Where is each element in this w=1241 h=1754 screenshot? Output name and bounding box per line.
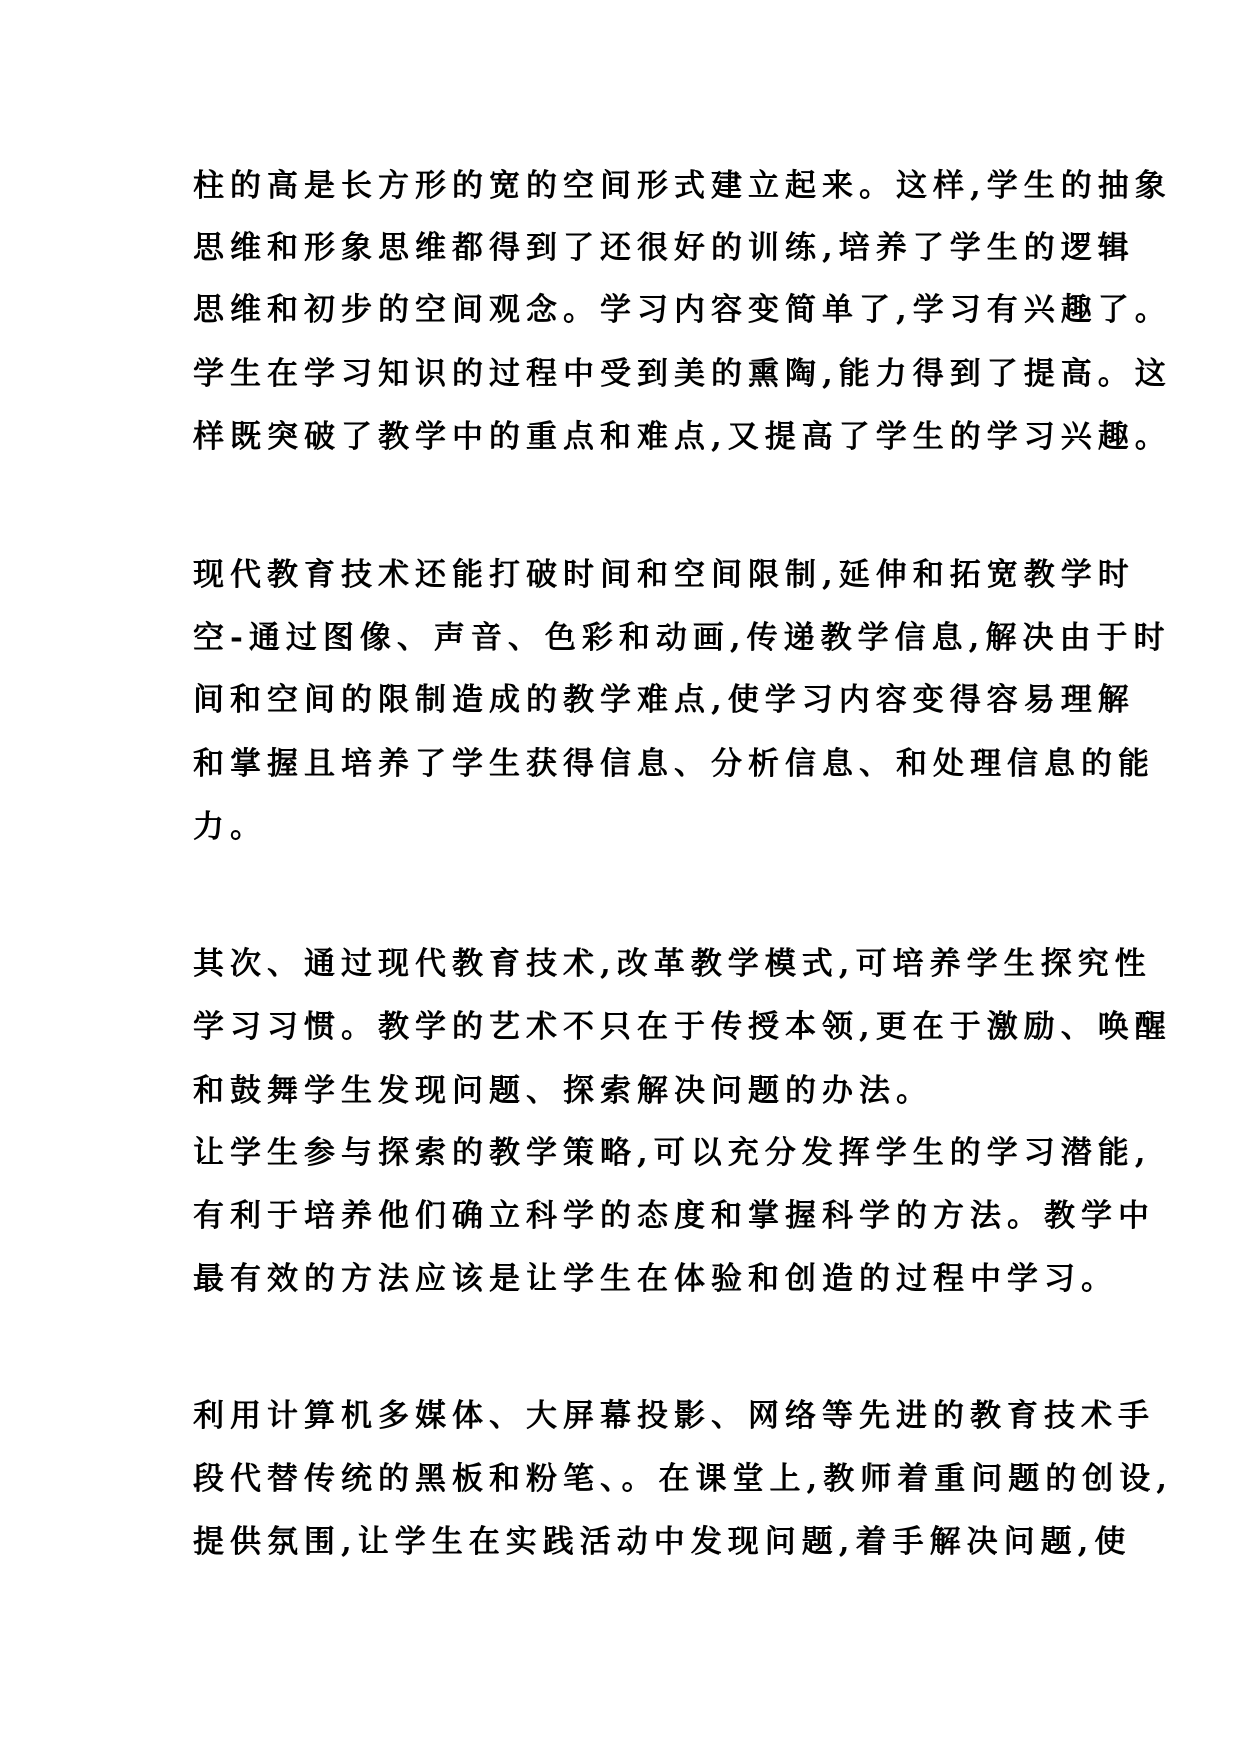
text-line: 提供氛围,让学生在实践活动中发现问题,着手解决问题,使 [193, 1524, 1132, 1560]
text-line: 柱的高是长方形的宽的空间形式建立起来。这样,学生的抽象 [193, 168, 1172, 204]
text-line: 学生在学习知识的过程中受到美的熏陶,能力得到了提高。这 [193, 356, 1172, 392]
text-line: 空-通过图像、声音、色彩和动画,传递教学信息,解决由于时 [193, 620, 1171, 656]
text-line: 让学生参与探索的教学策略,可以充分发挥学生的学习潜能, [193, 1135, 1152, 1171]
text-line: 思维和形象思维都得到了还很好的训练,培养了学生的逻辑 [193, 230, 1135, 266]
text-line: 最有效的方法应该是让学生在体验和创造的过程中学习。 [193, 1261, 1118, 1297]
text-line: 和鼓舞学生发现问题、探索解决问题的办法。 [193, 1073, 933, 1109]
text-line: 学习习惯。教学的艺术不只在于传授本领,更在于激励、唤醒 [193, 1009, 1172, 1045]
text-line: 段代替传统的黑板和粉笔、。在课堂上,教师着重问题的创设, [193, 1461, 1174, 1497]
text-line: 其次、通过现代教育技术,改革教学模式,可培养学生探究性 [193, 946, 1152, 982]
text-line: 力。 [193, 809, 267, 845]
text-line: 利用计算机多媒体、大屏幕投影、网络等先进的教育技术手 [193, 1398, 1155, 1434]
text-line: 样既突破了教学中的重点和难点,又提高了学生的学习兴趣。 [193, 419, 1172, 455]
text-line: 现代教育技术还能打破时间和空间限制,延伸和拓宽教学时 [193, 557, 1135, 593]
text-line: 间和空间的限制造成的教学难点,使学习内容变得容易理解 [193, 682, 1135, 718]
text-line: 有利于培养他们确立科学的态度和掌握科学的方法。教学中 [193, 1198, 1155, 1234]
text-line: 思维和初步的空间观念。学习内容变简单了,学习有兴趣了。 [193, 292, 1172, 328]
text-line: 和掌握且培养了学生获得信息、分析信息、和处理信息的能 [193, 746, 1155, 782]
